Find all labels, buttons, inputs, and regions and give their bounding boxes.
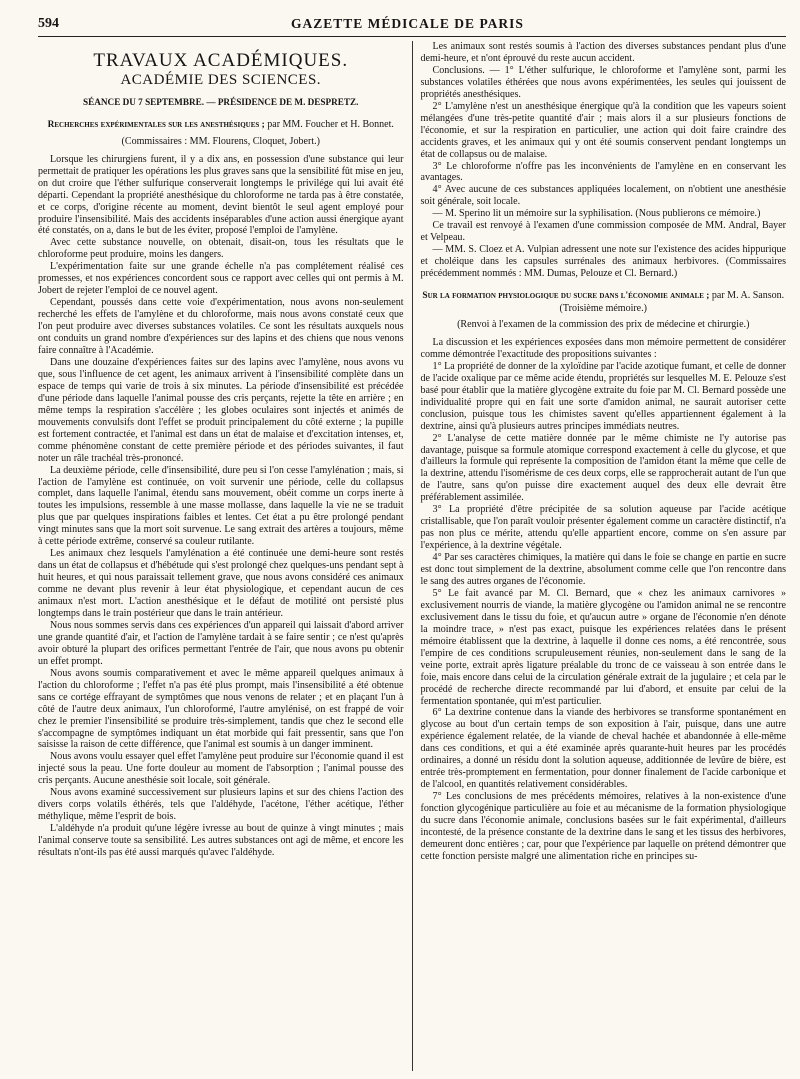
paragraph: La discussion et les expériences exposées dans mon mémoire permettent de considérer comme démontrée l'exactitude des propositions suivantes : [420,336,787,360]
paragraph: 2° L'analyse de cette matière donnée par le même chimiste ne l'y autorise pas davantage, puisque sa formule atomique correspond exactement à celle du glycose, et que d'ailleurs la formule qui représente la composition de l'amidon étant la même que celle de la dextrine, attendu l'isomérisme de ces deux corps, elle se rapprocherait autant de l'un que de l'autre, sans qu'on puisse dire exactement auquel des deux elle devrait être préférablement assimilée. [420,432,787,504]
paragraph: Nous avons soumis comparativement et avec le même appareil quelques animaux à l'action du chloroforme ; l'effet n'a pas été plus prompt, mais l'insensibilité a été obtenue sans ce cortége effrayant de symptômes que nous venons de relater ; et en plaçant l'un à côté de l'autre deux animaux, l'un chloroformé, l'autre amylénisé, on est frappé de voir chez le premier l'insensibilité se produire très-simplement, tandis que chez le second elle s'accompagne de symptômes indiquant un état morbide qui fait pressentir, sans que l'on saisisse la raison de cette différence, que l'animal est soumis à un danger imminent. [38,667,404,751]
paragraph: La deuxième période, celle d'insensibilité, dure peu si l'on cesse l'amylénation ; mais, si l'action de l'amylène est continuée, on voit survenir une période, celle du collapsus complet, dans laquelle l'animal, étendu sans mouvement, obéit comme un corps inerte à toutes les impulsions, ressemble à une masse mollasse, dans laquelle la vie ne se traduit plus que par quelques inspirations faibles et lentes. Cet état a pu être prolongé pendant vingt minutes sans que la mort soit survenue. Le sang extrait des artères a toujours, même à cette période extrême, conservé sa couleur rutilante. [38,464,404,548]
left-column [38,41,412,1071]
paragraph: 7° Les conclusions de mes précédents mémoires, relatives à la non-existence d'une fonction glycogénique particulière au foie et au mécanisme de la formation physiologique du sucre dans l'économie animale, conclusions basées sur le fait expérimental, d'ailleurs incontesté, de la présence constante de la dextrine dans le sang et les tissus des herbivores, demeurent donc entières ; car, pour que l'expérience par laquelle on prétend démontrer que cette fonction persiste malgré une alimentation riche en principes su- [420,791,787,862]
paragraph: Nous avons voulu essayer quel effet l'amylène peut produire sur l'économie quand il est injecté sous la peau. Une forte douleur au moment de l'absorption ; l'animal pousse des cris perçants. Aucune anesthésie soit locale, soit générale. [38,751,404,787]
article2-title-caps: Sur la formation physiologique du sucre dans l'économie animale ; [422,291,710,302]
paragraph: L'aldéhyde n'a produit qu'une légère ivresse au bout de quinze à vingt minutes ; mais l'animal conserve toute sa sensibilité. Les autres substances ont agi de même, et encore les résultats n'ont-ils pas été aussi marqués qu'avec l'aldéhyde. [38,823,404,859]
section-subtitle: ACADÉMIE DES SCIENCES. [120,71,322,88]
paragraph: Cependant, poussés dans cette voie d'expérimentation, nous avons non-seulement recherché les effets de l'amylène et du chloroforme, mais nous avons constaté ceux que l'on peut produire avec diverses substances volatiles. Ce sont les résultats auxquels nous ont conduits un grand nombre d'expériences sur des lapins et des chiens que nous venons faire connaître à l'Académie. [38,297,404,357]
article-heading [38,119,404,132]
paragraph: L'expérimentation faite sur une grande échelle n'a pas complétement réalisé ces promesses, et nos expériences concordent sous ce rapport avec celles qui ont permis à M. Jobert de rejeter l'emploi de ce nouvel agent. [38,261,404,297]
paragraph: 6° La dextrine contenue dans la viande des herbivores se transforme spontanément en glycose au bout d'un certain temps de son exposition à l'air, puisque, dans une autre expérience également relatée, de la viande de cheval hachée et abandonnée à elle-même dans ces conditions, et qui a été examinée après quarante-huit heures par les procédés ordinaires, a donné un résidu dont la solution aqueuse, additionnée de levûre de bière, est entrée très-promptement en fermentation, pour donner finalement de l'acide carbonique et de l'alcool, en quantités relativement considérables. [420,707,787,791]
page-number: 594 [38,16,59,31]
paragraph: 5° Le fait avancé par M. Cl. Bernard, que « chez les animaux carnivores » exclusivement nourris de viande, la matière glycogène ou l'amidon animal ne se rencontre exclusivement dans le tissu du foie, et qu'aucun autre » organe de l'économie n'en dénote la moindre trace, » n'est pas exact, puisque les expériences relatées dans le présent mémoire établissent que la dextrine, à laquelle il donne ces noms, a été rencontrée, sous l'empire de ces conditions scrupuleusement réunies, non-seulement dans le sang de la veine porte, extrait après ligature préalable du tronc de ce vaisseau à son entrée dans le foie, mais encore dans celui de la circulation générale extrait de la jugulaire ; et cela par le procédé de recherche directe recommandé par lui d'abord, et ensuite par celui de la fermentation spontanée, qui m'est particulier. [420,587,787,707]
paragraph: 3° Le chloroforme n'offre pas les inconvénients de l'amylène en en conservant les avantages. [420,160,787,184]
paragraph: Lorsque les chirurgiens furent, il y a dix ans, en possession d'une substance qui leur permettait de pratiquer les opérations les plus graves sans que la sensibilité fût mise en jeu, on dut croire que l'éther sulfurique conserverait longtemps le privilége qui lui avait été départi. Cependant la propriété anesthésique du chloroforme ne tarda pas à être constatée, et ce corps, d'origine récente au moment, devint bientôt le seul agent employé pour produire l'insensibilité. Mais des accidents inséparables d'une action aussi énergique ayant été constatés, on a, dans le but de les éviter, proposé l'emploi de l'amylène. [38,153,404,237]
paragraph: — MM. S. Cloez et A. Vulpian adressent une note sur l'existence des acides hippurique et choléique dans les capsules surrénales des animaux herbivores. (Commissaires précédemment nommés : MM. Dumas, Pelouze et Cl. Bernard.) [420,244,787,280]
seance-line: SÉANCE DU 7 SEPTEMBRE. — PRÉSIDENCE DE M. DESPRETZ. [83,96,359,107]
right-paragraphs-b [421,337,787,863]
running-head [38,12,786,32]
article2-author: par M. A. Sanson. (Troisième mémoire.) [559,290,785,315]
paragraph: Nous avons examiné successivement sur plusieurs lapins et sur des chiens l'action des divers corps volatils éthérés, tels que l'aldéhyde, l'acétone, l'éther acétique, l'éther méthylique, même l'esprit de bois. [38,787,404,823]
article2-heading [421,290,787,315]
paragraph: Nous nous sommes servis dans ces expériences d'un appareil qui laissait d'abord arriver une grande quantité d'air, et l'action de l'amylène tardait à se faire sentir ; ce n'est qu'après avoir obturé la plupart des orifices permettant l'entrée de l'air, que nous avons pu obtenir un effet prompt. [38,619,404,667]
paragraph: 2° L'amylène n'est un anesthésique énergique qu'à la condition que les vapeurs soient mélangées d'une très-petite quantité d'air ; mais alors il a sur plusieurs fonctions de l'économie, et sur la respiration en particulier, une action qui doit faire craindre des accidents graves, et les animaux qui y ont été soumis conservent pendant longtemps un état de collapsus ou de malaise. [420,100,787,160]
paragraph: Ce travail est renvoyé à l'examen d'une commission composée de MM. Andral, Bayer et Velpeau. [420,220,787,244]
right-column [413,41,787,1071]
header-rule [38,36,786,37]
left-paragraphs [38,154,404,859]
paragraph: 4° Avec aucune de ces substances appliquées localement, on n'obtient une anesthésie soit générale, soit locale. [420,184,787,208]
section-title: TRAVAUX ACADÉMIQUES. [93,50,349,71]
commissaires-line: (Commissaires : MM. Flourens, Cloquet, Jobert.) [121,135,320,147]
paragraph: Dans une douzaine d'expériences faites sur des lapins avec l'amylène, nous avons vu que, sous l'influence de cet agent, les animaux arrivent à l'insensibilité complète dans un espace de temps qui varie de trois à six minutes. La période d'insensibilité est précédée d'une période dans laquelle l'animal pousse des cris perçants, rejette la tête en arrière ; en même temps la respiration s'accélère ; les globes oculaires sont injectés et animés de mouvements convulsifs dont l'effet se produit principalement du côté externe ; la pupille est fortement contractée, et l'animal est dans un état de malaise et d'excitation intenses, et, comme phénomène constant de cette première période et des périodes suivantes, il faut noter un râle trachéal très-prononcé. [38,356,404,464]
journal-title: GAZETTE MÉDICALE DE PARIS [291,16,524,31]
right-paragraphs-a [421,41,787,280]
paragraph: Avec cette substance nouvelle, on obtenait, disait-on, tous les résultats que le chloroforme peut produire, moins les dangers. [38,237,404,261]
paragraph: Les animaux sont restés soumis à l'action des diverses substances pendant plus d'une demi-heure, et n'ont éprouvé du reste aucun accident. [420,41,787,64]
paragraph: 3° La propriété d'être précipitée de sa solution aqueuse par l'acide acétique cristallisable, que l'on paraît vouloir présenter également comme un caractère distinctif, n'a pas non plus ce mérite, attendu qu'elle appartient encore, comme on s'en assure par l'expérience, à la dextrine végétale. [420,504,787,552]
paragraph: Les animaux chez lesquels l'amylénation a été continuée une demi-heure sont restés dans un état de collapsus et d'hébétude qui s'est prolongé chez quelques-uns pendant sept à huit heures, et qui nous paraissait tellement grave, que nous avons considéré ces animaux comme ne devant plus revenir à leur état physiologique, et cependant aucun de ces animaux n'est mort. L'action anesthésique et le défaut de motilité ont persisté plus longtemps dans le train postérieur que dans le train antérieur. [38,548,404,619]
paragraph: 4° Par ses caractères chimiques, la matière qui dans le foie se change en partie en sucre est donc tout simplement de la dextrine, absolument comme celle que l'on rencontre dans le sang des autres organes de l'économie. [420,552,787,587]
article-authors: par MM. Foucher et H. Bonnet. [264,118,394,130]
paragraph: 1° La propriété de donner de la xyloïdine par l'acide azotique fumant, et celle de donner de l'acide oxalique par ce même acide étendu, propriétés sur lesquelles M. E. Pelouze s'est basé pour établir que la matière glycogène extraite du foie par M. Cl. Bernard possède une individualité propre qui en fait une sorte d'amidon animal, ne saurait autoriser cette conclusion, puisque tous les chimistes savent qu'elles appartiennent également à la dextrine, ainsi qu'à plusieurs autres principes immédiats neutres. [420,360,787,432]
paragraph: — M. Sperino lit un mémoire sur la syphilisation. (Nous publierons ce mémoire.) [432,208,761,220]
article-title-caps: Recherches expérimentales sur les anesthésiques ; [47,119,265,130]
two-column-body [38,41,786,1071]
renvoi-line: (Renvoi à l'examen de la commission des prix de médecine et chirurgie.) [457,318,750,330]
paragraph: Conclusions. — 1° L'éther sulfurique, le chloroforme et l'amylène sont, parmi les substances volatiles éthérées que nous avons expérimentées, les seules qui jouissent de propriétés anesthésiques. [420,64,787,100]
